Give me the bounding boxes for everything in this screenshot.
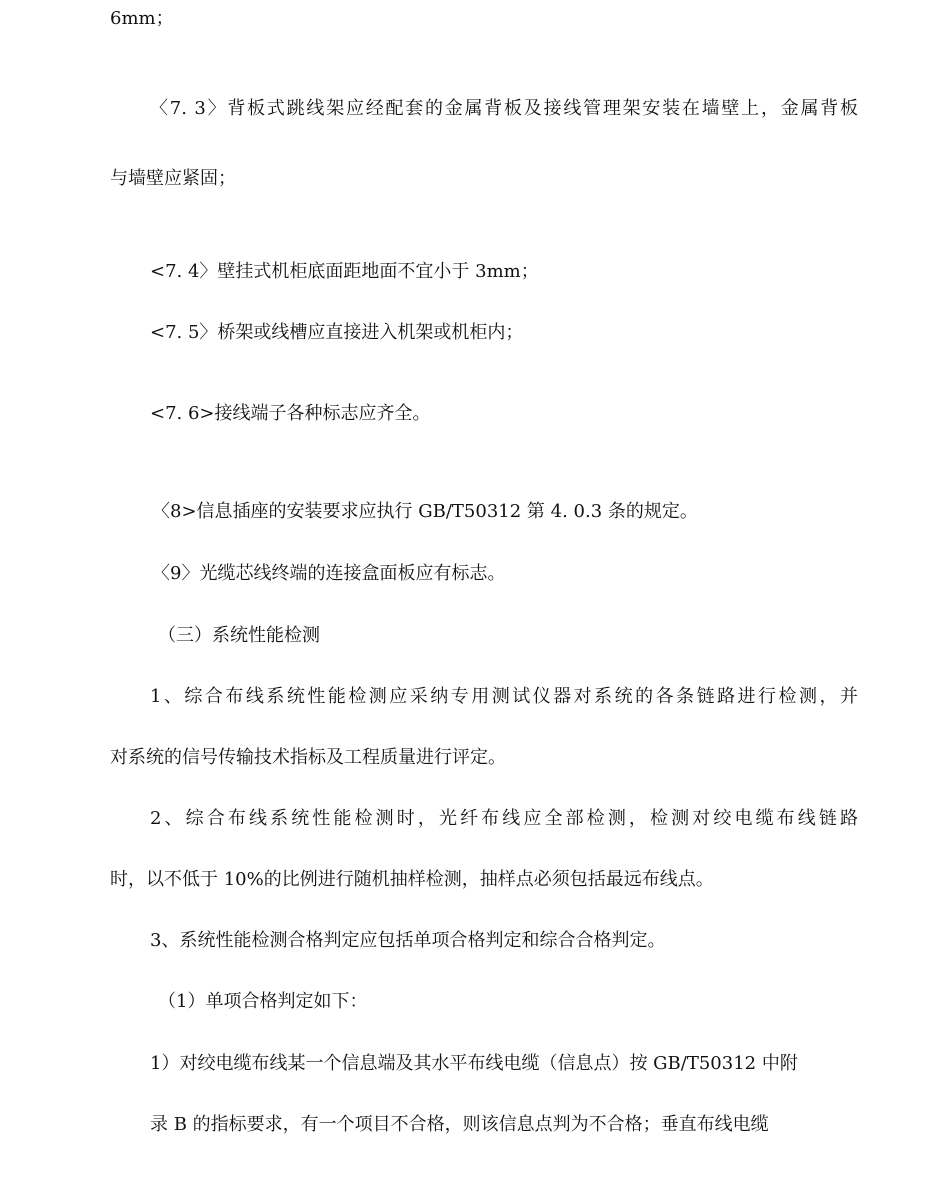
text-line-10: 1、综合布线系统性能检测应采纳专用测试仪器对系统的各条链路进行检测，并 xyxy=(150,686,858,707)
text-line-2: 〈7. 3〉背板式跳线架应经配套的金属背板及接线管理架安装在墙壁上，金属背板 xyxy=(150,98,858,119)
text-line-1: 6mm； xyxy=(110,8,174,29)
section-heading: （三）系统性能检测 xyxy=(158,625,320,646)
text-line-14: 3、系统性能检测合格判定应包括单项合格判定和综合合格判定。 xyxy=(150,930,666,951)
text-line-11: 对系统的信号传输技术指标及工程质量进行评定。 xyxy=(110,747,506,768)
text-line-5: <7. 5〉桥架或线槽应直接进入机架或机柜内； xyxy=(150,322,524,343)
text-line-13: 时，以不低于 10%的比例进行随机抽样检测，抽样点必须包括最远布线点。 xyxy=(110,869,714,890)
text-line-17: 录 B 的指标要求，有一个项目不合格，则该信息点判为不合格；垂直布线电缆 xyxy=(150,1114,769,1135)
text-line-7: 〈8>信息插座的安装要求应执行 GB/T50312 第 4. 0.3 条的规定。 xyxy=(152,501,698,522)
text-line-4: <7. 4〉壁挂式机柜底面距地面不宜小于 3mm； xyxy=(150,261,539,282)
text-line-3: 与墙壁应紧固； xyxy=(110,168,236,189)
text-line-15: （1）单项合格判定如下： xyxy=(158,991,368,1012)
text-line-16: 1）对绞电缆布线某一个信息端及其水平布线电缆（信息点）按 GB/T50312 中附 xyxy=(150,1053,798,1074)
text-line-6: <7. 6>接线端子各种标志应齐全。 xyxy=(150,403,431,424)
text-line-8: 〈9〉光缆芯线终端的连接盒面板应有标志。 xyxy=(152,563,506,584)
text-line-12: 2、综合布线系统性能检测时，光纤布线应全部检测，检测对绞电缆布线链路 xyxy=(150,808,858,829)
